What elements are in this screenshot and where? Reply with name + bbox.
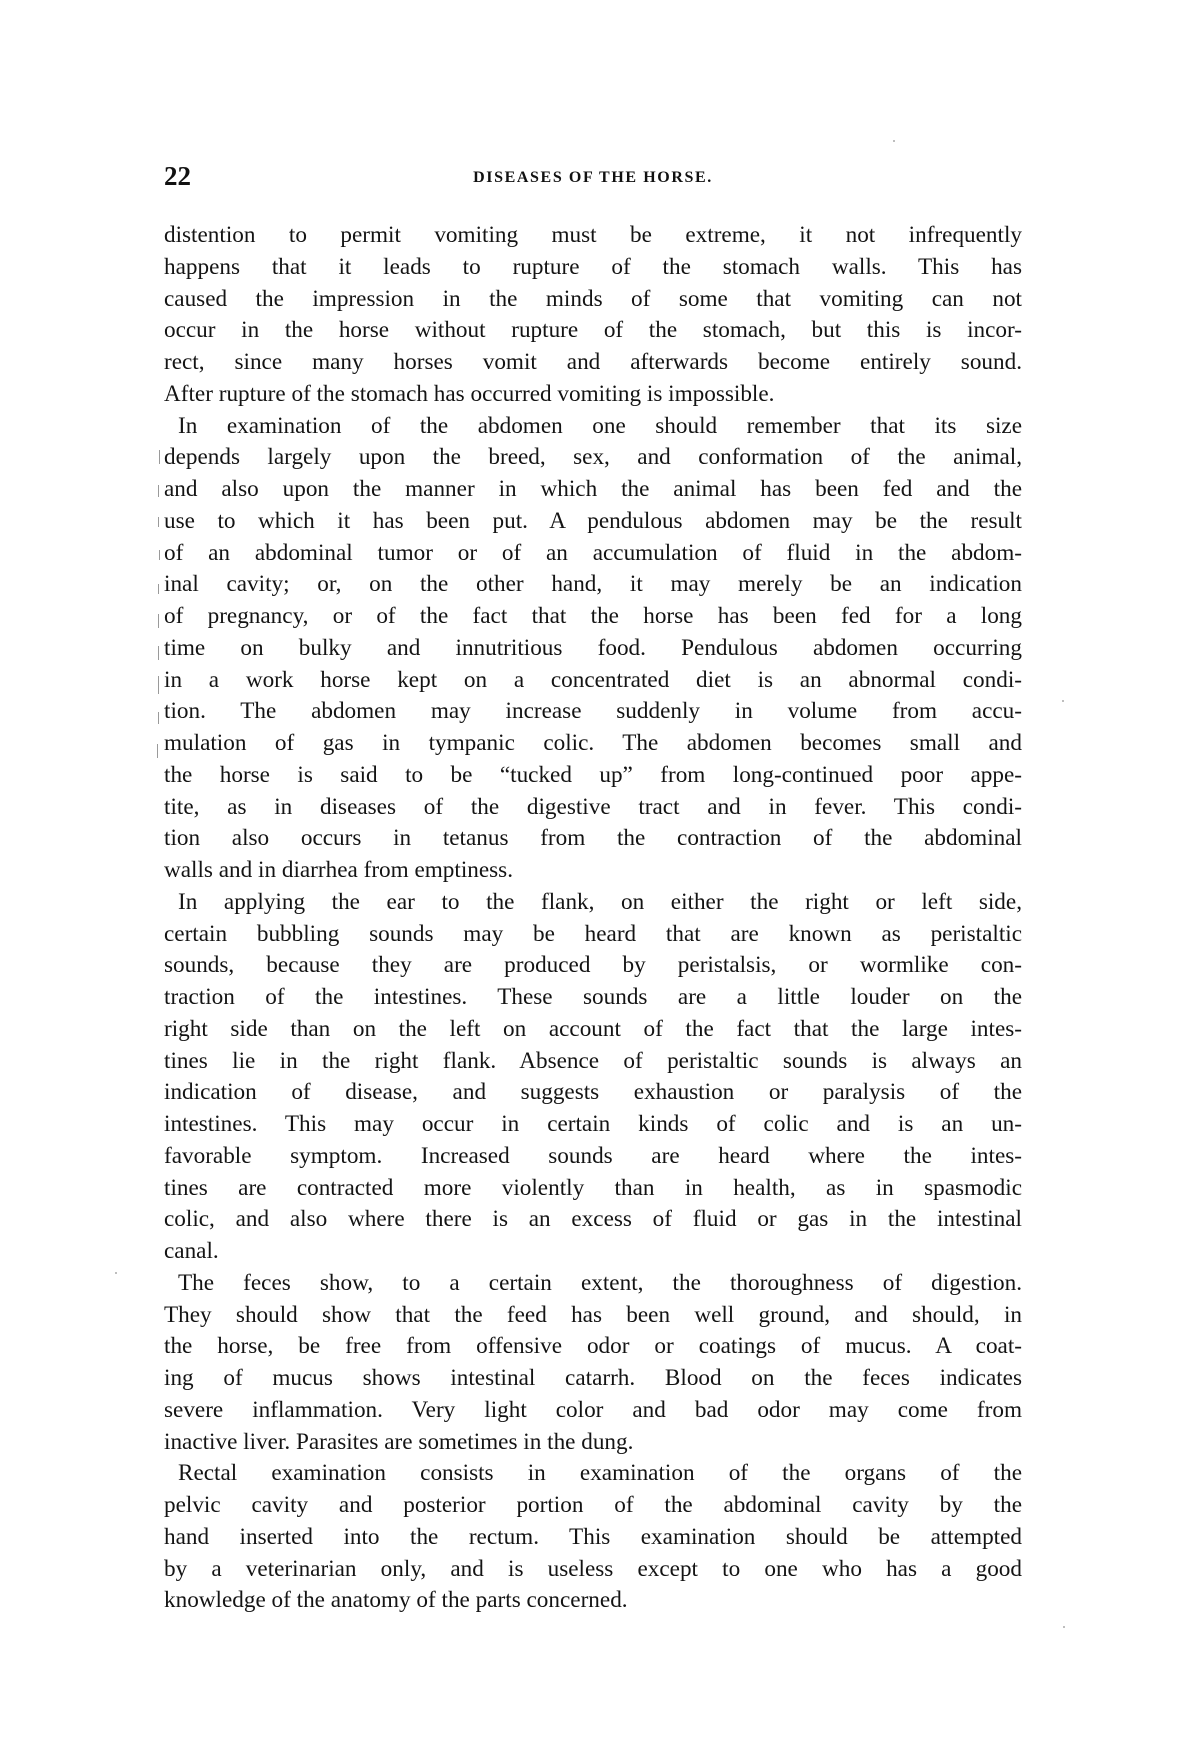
scan-speck (115, 1272, 117, 1274)
paragraph (164, 411, 1022, 887)
scan-artifact (157, 744, 158, 758)
text-line: pelvic cavity and posterior portion of the abdominal cavity by the (164, 1492, 1022, 1518)
text-line: tines lie in the right flank. Absence of peristaltic sounds is always an (164, 1047, 1022, 1074)
text-line: intestines. This may occur in certain kinds of colic and is an un- (164, 1111, 1022, 1137)
text-line: and also upon the manner in which the animal has been fed and the (164, 476, 1022, 502)
scan-artifact (159, 450, 160, 464)
text-line: the horse is said to be “tucked up” from long-continued poor appe- (164, 761, 1022, 788)
text-line: right side than on the left on account of the fact that the large intes- (164, 1015, 1022, 1042)
text-line: tite, as in diseases of the digestive tract and in fever. This condi- (164, 793, 1022, 820)
text-line: After rupture of the stomach has occurred vomiting is impossible. (164, 380, 775, 407)
text-line: occur in the horse without rupture of the stomach, but this is incor- (164, 317, 1022, 344)
text-line: of an abdominal tumor or of an accumulation of fluid in the abdom- (164, 539, 1022, 566)
text-line: In applying the ear to the flank, on either the right or left side, (178, 888, 1022, 915)
text-line: inactive liver. Parasites are sometimes in the dung. (164, 1428, 634, 1455)
text-line: traction of the intestines. These sounds are a little louder on the (164, 984, 1022, 1010)
text-line: In examination of the abdomen one should remember that its size (178, 412, 1022, 439)
text-line: happens that it leads to rupture of the stomach walls. This has (164, 253, 1022, 280)
paragraph (164, 220, 1022, 411)
text-line: the horse, be free from offensive odor or coatings of mucus. A coat- (164, 1333, 1022, 1360)
text-line: ing of mucus shows intestinal catarrh. Blood on the feces indicates (164, 1365, 1022, 1391)
text-line: inal cavity; or, on the other hand, it may merely be an indication (164, 571, 1022, 598)
text-line: knowledge of the anatomy of the parts concerned. (164, 1587, 628, 1614)
text-line: canal. (164, 1238, 219, 1264)
text-line: tines are contracted more violently than in health, as in spasmodic (164, 1174, 1022, 1201)
text-line: use to which it has been put. A pendulous abdomen may be the result (164, 507, 1022, 534)
paragraph (164, 1268, 1022, 1459)
text-line: hand inserted into the rectum. This examination should be attempted (164, 1523, 1022, 1550)
running-head (164, 160, 1022, 192)
body-text (164, 220, 1022, 1617)
paragraph (164, 887, 1022, 1268)
text-line: distention to permit vomiting must be extreme, it not infrequently (164, 222, 1022, 248)
scan-speck (893, 140, 895, 142)
scan-speck (1062, 700, 1064, 702)
text-line: tion. The abdomen may increase suddenly in volume from accu- (164, 698, 1022, 725)
scan-artifact (158, 517, 159, 527)
scan-artifact (159, 550, 160, 560)
scan-artifact (158, 646, 159, 660)
text-line: caused the impression in the minds of some that vomiting can not (164, 285, 1022, 312)
text-line: Rectal examination consists in examination of the organs of the (178, 1460, 1022, 1487)
scan-artifact (158, 712, 159, 724)
text-line: rect, since many horses vomit and afterwards become entirely sound. (164, 349, 1022, 375)
text-line: walls and in diarrhea from emptiness. (164, 857, 514, 883)
text-line: sounds, because they are produced by peristalsis, or wormlike con- (164, 952, 1022, 979)
text-line: mulation of gas in tympanic colic. The abdomen becomes small and (164, 730, 1022, 756)
text-line: of pregnancy, or of the fact that the horse has been fed for a long (164, 603, 1022, 629)
scan-artifact (158, 485, 159, 497)
text-line: severe inflammation. Very light color and bad odor may come from (164, 1396, 1022, 1423)
text-line: They should show that the feed has been well ground, and should, in (164, 1301, 1022, 1328)
text-line: by a veterinarian only, and is useless except to one who has a good (164, 1555, 1022, 1582)
text-line: depends largely upon the breed, sex, and conformation of the animal, (164, 444, 1022, 471)
scan-artifact (158, 614, 159, 628)
running-title: DISEASES OF THE HORSE. (473, 169, 713, 186)
scan-speck (1063, 1626, 1065, 1628)
scan-artifact (158, 676, 159, 694)
text-line: certain bubbling sounds may be heard that are known as peristaltic (164, 920, 1022, 947)
text-line: indication of disease, and suggests exhaustion or paralysis of the (164, 1079, 1022, 1106)
text-line: tion also occurs in tetanus from the contraction of the abdominal (164, 825, 1022, 852)
scan-artifact (158, 584, 159, 594)
text-line: favorable symptom. Increased sounds are heard where the intes- (164, 1142, 1022, 1169)
text-line: in a work horse kept on a concentrated diet is an abnormal condi- (164, 666, 1022, 693)
page-number: 22 (164, 161, 191, 191)
text-line: The feces show, to a certain extent, the thoroughness of digestion. (178, 1269, 1022, 1296)
paragraph (164, 1458, 1022, 1617)
text-line: time on bulky and innutritious food. Pendulous abdomen occurring (164, 634, 1022, 661)
text-line: colic, and also where there is an excess of fluid or gas in the intestinal (164, 1206, 1022, 1233)
